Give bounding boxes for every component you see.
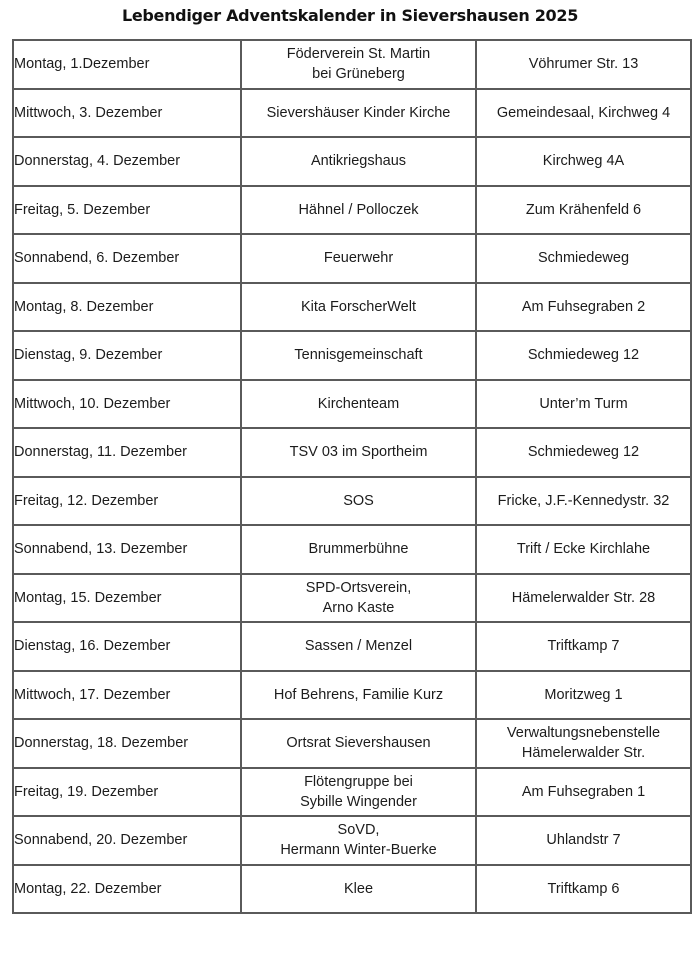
- date-cell: Freitag, 12. Dezember: [13, 477, 241, 526]
- date-cell: Mittwoch, 17. Dezember: [13, 671, 241, 720]
- location-cell: [476, 428, 691, 477]
- host-cell: [241, 234, 476, 283]
- host-line: Arno Kaste: [322, 599, 395, 616]
- advent-calendar-table: [12, 39, 692, 914]
- location-line: Zum Krähenfeld 6: [525, 201, 642, 218]
- date-cell: Montag, 15. Dezember: [13, 574, 241, 623]
- host-cell: [241, 719, 476, 768]
- host-line: Feuerwehr: [323, 250, 394, 267]
- location-cell: [476, 380, 691, 429]
- location-cell: [476, 89, 691, 138]
- host-cell: [241, 865, 476, 914]
- date-cell: Donnerstag, 4. Dezember: [13, 137, 241, 186]
- location-line: Uhlandstr 7: [546, 832, 621, 849]
- host-cell: [241, 89, 476, 138]
- location-cell: [476, 234, 691, 283]
- location-cell: [476, 477, 691, 526]
- location-line: Am Fuhsegraben 2: [521, 298, 646, 315]
- location-cell: [476, 137, 691, 186]
- date-cell: Sonnabend, 6. Dezember: [13, 234, 241, 283]
- location-cell: [476, 283, 691, 332]
- location-line: Schmiedeweg 12: [527, 347, 640, 364]
- host-line: Klee: [343, 880, 374, 897]
- table-row: [13, 331, 691, 380]
- date-cell: Mittwoch, 10. Dezember: [13, 380, 241, 429]
- host-line: Sassen / Menzel: [304, 638, 413, 655]
- location-line: Hämelerwalder Str. 28: [511, 589, 656, 606]
- table-row: [13, 816, 691, 865]
- host-cell: [241, 768, 476, 817]
- host-cell: [241, 40, 476, 89]
- host-line: TSV 03 im Sportheim: [289, 444, 428, 461]
- location-line: Triftkamp 6: [547, 880, 620, 897]
- table-row: [13, 234, 691, 283]
- date-cell: Sonnabend, 13. Dezember: [13, 525, 241, 574]
- location-cell: [476, 865, 691, 914]
- table-row: [13, 865, 691, 914]
- date-cell: Montag, 1.Dezember: [13, 40, 241, 89]
- location-cell: [476, 816, 691, 865]
- date-cell: Montag, 22. Dezember: [13, 865, 241, 914]
- location-line: Fricke, J.F.-Kennedystr. 32: [497, 492, 670, 509]
- table-row: [13, 283, 691, 332]
- date-cell: Mittwoch, 3. Dezember: [13, 89, 241, 138]
- location-line: Trift / Ecke Kirchlahe: [516, 541, 651, 558]
- host-cell: [241, 137, 476, 186]
- location-cell: [476, 525, 691, 574]
- table-row: [13, 768, 691, 817]
- date-cell: Sonnabend, 20. Dezember: [13, 816, 241, 865]
- location-line: Schmiedeweg 12: [527, 444, 640, 461]
- host-cell: [241, 671, 476, 720]
- location-line: Am Fuhsegraben 1: [521, 783, 646, 800]
- date-cell: Montag, 8. Dezember: [13, 283, 241, 332]
- table-row: [13, 525, 691, 574]
- host-cell: [241, 186, 476, 235]
- location-line: Hämelerwalder Str.: [521, 745, 646, 762]
- table-row: [13, 137, 691, 186]
- date-cell: Dienstag, 16. Dezember: [13, 622, 241, 671]
- host-line: Sievershäuser Kinder Kirche: [266, 104, 451, 121]
- location-cell: [476, 768, 691, 817]
- host-line: Brummerbühne: [308, 541, 409, 558]
- date-cell: Freitag, 19. Dezember: [13, 768, 241, 817]
- table-row: [13, 89, 691, 138]
- host-cell: [241, 622, 476, 671]
- host-line: SoVD,: [337, 822, 380, 839]
- table-row: [13, 574, 691, 623]
- table-row: [13, 719, 691, 768]
- table-row: [13, 428, 691, 477]
- location-line: Kirchweg 4A: [542, 153, 625, 170]
- table-row: [13, 671, 691, 720]
- table-row: [13, 380, 691, 429]
- host-line: Ortsrat Sievershausen: [286, 735, 431, 752]
- host-line: SOS: [343, 492, 374, 509]
- host-line: Flötengruppe bei: [304, 773, 413, 790]
- location-cell: [476, 671, 691, 720]
- host-cell: [241, 525, 476, 574]
- host-line: Hähnel / Polloczek: [298, 201, 419, 218]
- table-row: [13, 186, 691, 235]
- location-cell: [476, 719, 691, 768]
- location-cell: [476, 622, 691, 671]
- page-title: Lebendiger Adventskalender in Sievershausen 2025: [121, 6, 579, 25]
- location-cell: [476, 186, 691, 235]
- location-line: Gemeindesaal, Kirchweg 4: [496, 104, 671, 121]
- host-line: Kita ForscherWelt: [301, 298, 416, 315]
- host-line: Tennisgemeinschaft: [294, 347, 423, 364]
- location-cell: [476, 574, 691, 623]
- table-row: [13, 477, 691, 526]
- host-cell: [241, 428, 476, 477]
- host-cell: [241, 283, 476, 332]
- table-row: [13, 40, 691, 89]
- host-line: Antikriegshaus: [310, 153, 407, 170]
- location-line: Vöhrumer Str. 13: [528, 56, 639, 73]
- date-cell: Freitag, 5. Dezember: [13, 186, 241, 235]
- host-cell: [241, 331, 476, 380]
- location-line: Schmiedeweg: [537, 250, 630, 267]
- host-line: SPD-Ortsverein,: [305, 579, 412, 596]
- host-cell: [241, 816, 476, 865]
- location-line: Unter’m Turm: [539, 395, 628, 412]
- host-line: Föderverein St. Martin: [286, 46, 431, 63]
- date-cell: Donnerstag, 11. Dezember: [13, 428, 241, 477]
- host-line: bei Grüneberg: [312, 66, 405, 83]
- location-cell: [476, 40, 691, 89]
- location-line: Triftkamp 7: [547, 638, 620, 655]
- host-line: Sybille Wingender: [300, 793, 417, 810]
- location-line: Verwaltungsnebenstelle: [506, 725, 661, 742]
- host-cell: [241, 574, 476, 623]
- host-line: Hof Behrens, Familie Kurz: [273, 686, 444, 703]
- location-line: Moritzweg 1: [544, 686, 623, 703]
- date-cell: Dienstag, 9. Dezember: [13, 331, 241, 380]
- table-row: [13, 622, 691, 671]
- host-cell: [241, 477, 476, 526]
- host-cell: [241, 380, 476, 429]
- location-cell: [476, 331, 691, 380]
- date-cell: Donnerstag, 18. Dezember: [13, 719, 241, 768]
- host-line: Kirchenteam: [317, 395, 400, 412]
- table-body: [13, 40, 691, 913]
- host-line: Hermann Winter-Buerke: [280, 842, 437, 859]
